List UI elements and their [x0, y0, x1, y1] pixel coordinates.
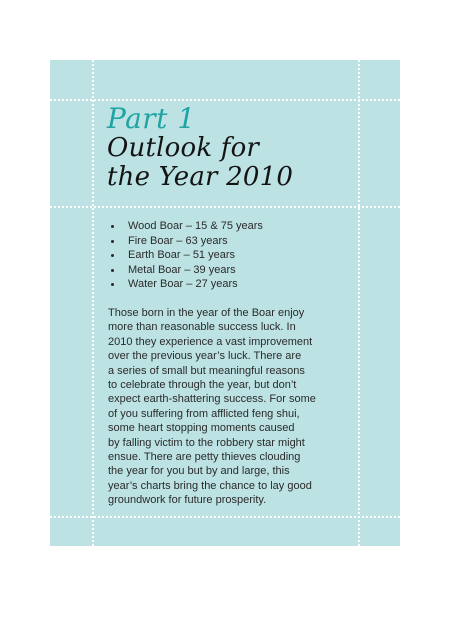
list-item: Earth Boar – 51 years — [108, 248, 263, 263]
paragraph-line: the year for you but by and large, this — [108, 465, 290, 478]
paragraph-line: Those born in the year of the Boar enjoy — [108, 307, 305, 319]
paragraph-line: some heart stopping moments caused — [108, 422, 295, 435]
dotted-guide-right — [358, 60, 360, 546]
content-panel — [50, 60, 400, 546]
paragraph-line: by falling victim to the robbery star might — [108, 436, 305, 449]
dotted-guide-bottom — [50, 516, 400, 518]
paragraph-line: a series of small but meaningful reasons — [108, 364, 305, 377]
part-label: Part 1 — [107, 102, 196, 135]
paragraph-line: 2010 they experience a vast improvement — [108, 335, 313, 348]
paragraph-line: over the previous year’s luck. There are — [108, 350, 302, 363]
paragraph-line: of you suffering from afflicted feng shui, — [108, 407, 300, 420]
dotted-guide-middle — [50, 206, 400, 208]
chapter-title-line-2: the Year 2010 — [107, 162, 294, 192]
list-item: Metal Boar – 39 years — [108, 263, 263, 278]
boar-years-list — [108, 219, 263, 292]
paragraph-line: ensue. There are petty thieves clouding — [108, 451, 301, 464]
chapter-title-line-1: Outlook for — [107, 133, 260, 163]
paragraph-line: year’s charts bring the chance to lay good — [108, 479, 312, 492]
chapter-heading — [107, 104, 347, 192]
list-item: Wood Boar – 15 & 75 years — [108, 219, 263, 234]
paragraph-line: groundwork for future prosperity. — [108, 494, 267, 507]
list-item: Fire Boar – 63 years — [108, 234, 263, 249]
body-paragraph — [108, 306, 350, 508]
paragraph-line: to celebrate through the year, but don’t — [108, 379, 297, 392]
list-item: Water Boar – 27 years — [108, 277, 263, 292]
dotted-guide-top — [50, 99, 400, 101]
dotted-guide-left — [92, 60, 94, 546]
paragraph-line: more than reasonable success luck. In — [108, 321, 296, 334]
paragraph-line: expect earth-shattering success. For some — [108, 393, 316, 406]
